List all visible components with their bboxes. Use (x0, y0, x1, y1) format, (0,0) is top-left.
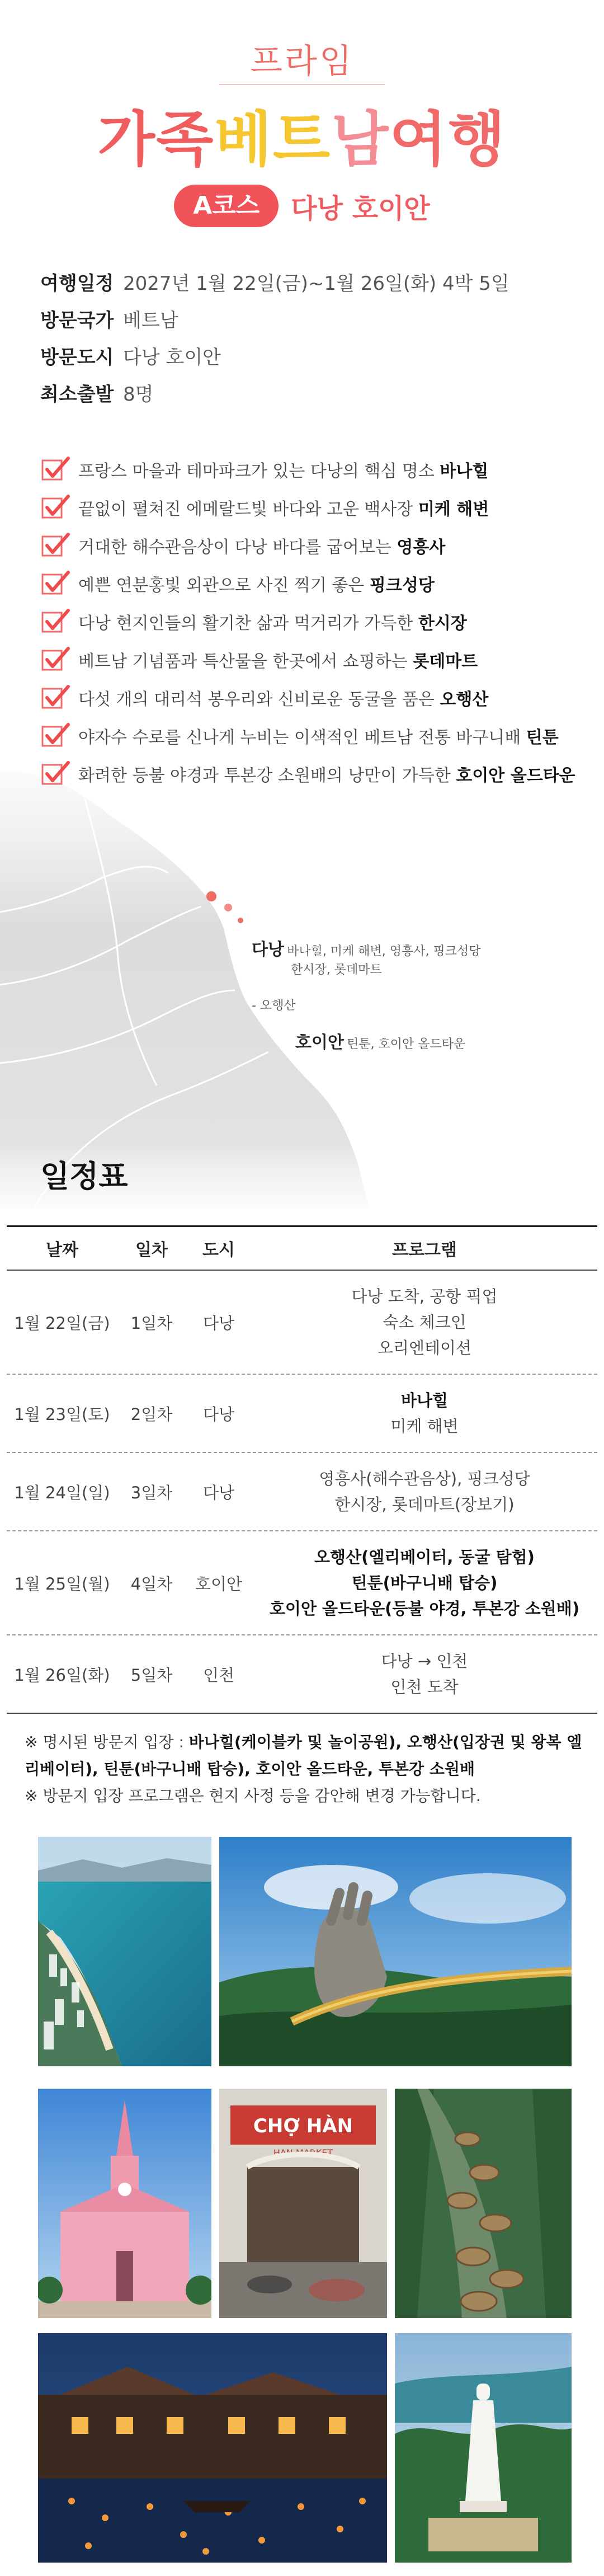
feature-text: 야자수 수로를 신나게 누비는 이색적인 베트남 전통 바구니배 틴툰 (78, 728, 559, 748)
program-line: 영흥사(해수관음상), 핑크성당 (319, 1469, 530, 1488)
note-change: ※ 방문지 입장 프로그램은 현지 사정 등을 감안해 변경 가능합니다. (25, 1787, 481, 1805)
checkbox-check-icon (40, 721, 74, 750)
note-admission: ※ 명시된 방문지 입장 : 바나힐(케이블카 및 놀이공원), 오행산(입장권 및 왕복 엘리베이터), 틴툰(바구니배 탑승), 호이안 올드타운, 투본강 소원배 (25, 1733, 582, 1778)
map-city-desc: 틴툰, 호이안 올드타운 (347, 1037, 466, 1051)
row-date: 1월 23일(토) (14, 1404, 110, 1424)
header-subtitle: 프라임 (250, 42, 354, 81)
photo-golden-bridge (219, 1837, 572, 2066)
map-city-name: 다낭 (252, 940, 284, 960)
trip-info (40, 263, 566, 411)
row-program (252, 1544, 597, 1621)
feature-item (40, 603, 577, 641)
info-label: 최소출발 (40, 383, 114, 406)
photo-pink-cathedral (38, 2089, 211, 2318)
info-value: 베트남 (123, 309, 178, 332)
info-row-country (40, 300, 566, 337)
checkbox-check-icon (40, 759, 74, 788)
page-header (0, 0, 604, 241)
checkbox-check-icon (40, 531, 74, 560)
row-day: 1일차 (130, 1313, 173, 1333)
checkbox-check-icon (40, 493, 74, 522)
feature-text: 다낭 현지인들의 활기찬 삶과 먹거리가 가득한 한시장 (78, 614, 467, 633)
row-day: 4일차 (130, 1574, 173, 1593)
checkbox-check-icon (40, 645, 74, 674)
feature-item (40, 450, 577, 488)
map-label-danang-line2: 한시장, 롯데마트 (291, 963, 382, 977)
photo-han-market (219, 2089, 387, 2318)
table-header (7, 1227, 597, 1271)
photo-basket-boats (395, 2089, 572, 2318)
info-label: 방문국가 (40, 309, 114, 332)
row-day: 5일차 (130, 1665, 173, 1685)
row-program (252, 1284, 597, 1361)
program-line: 다낭 도착, 공항 픽업 (351, 1287, 498, 1306)
info-row-schedule (40, 263, 566, 300)
map-city-desc: 바나힐, 미케 해변, 영흥사, 핑크성당 (287, 944, 481, 958)
row-program (252, 1388, 597, 1439)
feature-text: 거대한 해수관음상이 다낭 바다를 굽어보는 영흥사 (78, 538, 446, 557)
notes (25, 1729, 584, 1809)
table-row (7, 1375, 597, 1453)
row-date: 1월 26일(화) (14, 1665, 110, 1685)
program-line: 틴툰(바구니배 탑승) (351, 1573, 498, 1592)
row-program (252, 1466, 597, 1517)
photo-beach (38, 1837, 211, 2066)
info-label: 방문도시 (40, 346, 114, 369)
feature-item (40, 679, 577, 717)
schedule-title: 일정표 (40, 1159, 128, 1194)
feature-text: 다섯 개의 대리석 봉우리와 신비로운 동굴을 품은 오행산 (78, 690, 489, 709)
map-label-ohaengsan: - 오행산 (252, 999, 296, 1013)
course-city: 다낭 호이안 (291, 192, 430, 224)
header-day: 일차 (135, 1240, 168, 1260)
title-part-family: 가족 (97, 105, 215, 174)
header-program: 프로그램 (392, 1240, 457, 1260)
course-row (0, 184, 604, 228)
title-part-vietnam: 베트 (214, 105, 332, 174)
subtitle-underline (219, 84, 385, 85)
checkbox-check-icon (40, 607, 74, 636)
program-line: 숙소 체크인 (383, 1313, 466, 1332)
feature-item (40, 717, 577, 755)
program-line: 한시장, 롯데마트(장보기) (334, 1495, 515, 1514)
photo-hoian-night (38, 2333, 387, 2563)
info-row-min (40, 374, 566, 411)
market-sign: CHỢ HÀN (253, 2115, 353, 2137)
info-label: 여행일정 (40, 272, 114, 295)
checkbox-check-icon (40, 683, 74, 712)
feature-text: 예쁜 연분홍빛 외관으로 사진 찍기 좋은 핑크성당 (78, 576, 435, 595)
row-day: 2일차 (130, 1404, 173, 1424)
feature-item (40, 527, 577, 565)
program-line: 미케 해변 (390, 1417, 459, 1436)
market-sub: HAN MARKET (273, 2147, 333, 2158)
map-label-danang (252, 936, 481, 960)
map-label-hoian (295, 1028, 465, 1053)
feature-text: 프랑스 마을과 테마파크가 있는 다낭의 핵심 명소 바나힐 (78, 462, 489, 481)
map-city-name: - (252, 999, 260, 1013)
program-line: 인천 도착 (390, 1677, 459, 1696)
row-program (252, 1648, 597, 1700)
info-value: 다낭 호이안 (123, 346, 221, 369)
schedule-table (7, 1225, 597, 1714)
map-city-name: 호이안 (295, 1033, 344, 1052)
row-city: 인천 (202, 1665, 235, 1685)
feature-item (40, 755, 577, 793)
row-day: 3일차 (130, 1483, 173, 1502)
feature-text: 끝없이 펼쳐진 에메랄드빛 바다와 고운 백사장 미케 해변 (78, 500, 489, 519)
info-value: 2027년 1월 22일(금)~1월 26일(화) 4박 5일 (123, 272, 509, 295)
feature-item (40, 488, 577, 527)
header-date: 날짜 (46, 1240, 78, 1260)
program-line: 오행산(엘리베이터, 동굴 탐험) (314, 1548, 535, 1567)
feature-list (40, 450, 577, 793)
program-line: 호이안 올드타운(등불 야경, 투본강 소원배) (269, 1599, 580, 1618)
row-city: 호이안 (195, 1574, 243, 1593)
feature-text: 화려한 등불 야경과 투본강 소원배의 낭만이 가득한 호이안 올드타운 (78, 766, 575, 786)
row-city: 다낭 (202, 1313, 235, 1333)
photo-lady-buddha (395, 2333, 572, 2563)
table-row (7, 1271, 597, 1375)
feature-item (40, 565, 577, 603)
title-part-trip: 여행 (389, 105, 507, 174)
checkbox-check-icon (40, 569, 74, 598)
row-city: 다낭 (202, 1483, 235, 1502)
course-badge: A코스 (174, 185, 279, 227)
program-line: 다낭 → 인천 (381, 1652, 468, 1671)
row-date: 1월 22일(금) (14, 1313, 110, 1333)
checkbox-check-icon (40, 455, 74, 484)
feature-item (40, 641, 577, 679)
program-line: 바나힐 (400, 1391, 449, 1410)
title-part-nam: 남 (331, 105, 390, 174)
info-value: 8명 (123, 383, 154, 406)
row-city: 다낭 (202, 1404, 235, 1424)
table-row (7, 1635, 597, 1714)
feature-text: 베트남 기념품과 특산물을 한곳에서 쇼핑하는 롯데마트 (78, 652, 478, 671)
table-row (7, 1531, 597, 1635)
page-title (0, 92, 604, 177)
row-date: 1월 24일(일) (14, 1483, 110, 1502)
table-row (7, 1453, 597, 1531)
header-city: 도시 (202, 1240, 235, 1260)
row-date: 1월 25일(월) (14, 1574, 110, 1593)
info-row-city (40, 337, 566, 374)
program-line: 오리엔테이션 (377, 1338, 472, 1357)
